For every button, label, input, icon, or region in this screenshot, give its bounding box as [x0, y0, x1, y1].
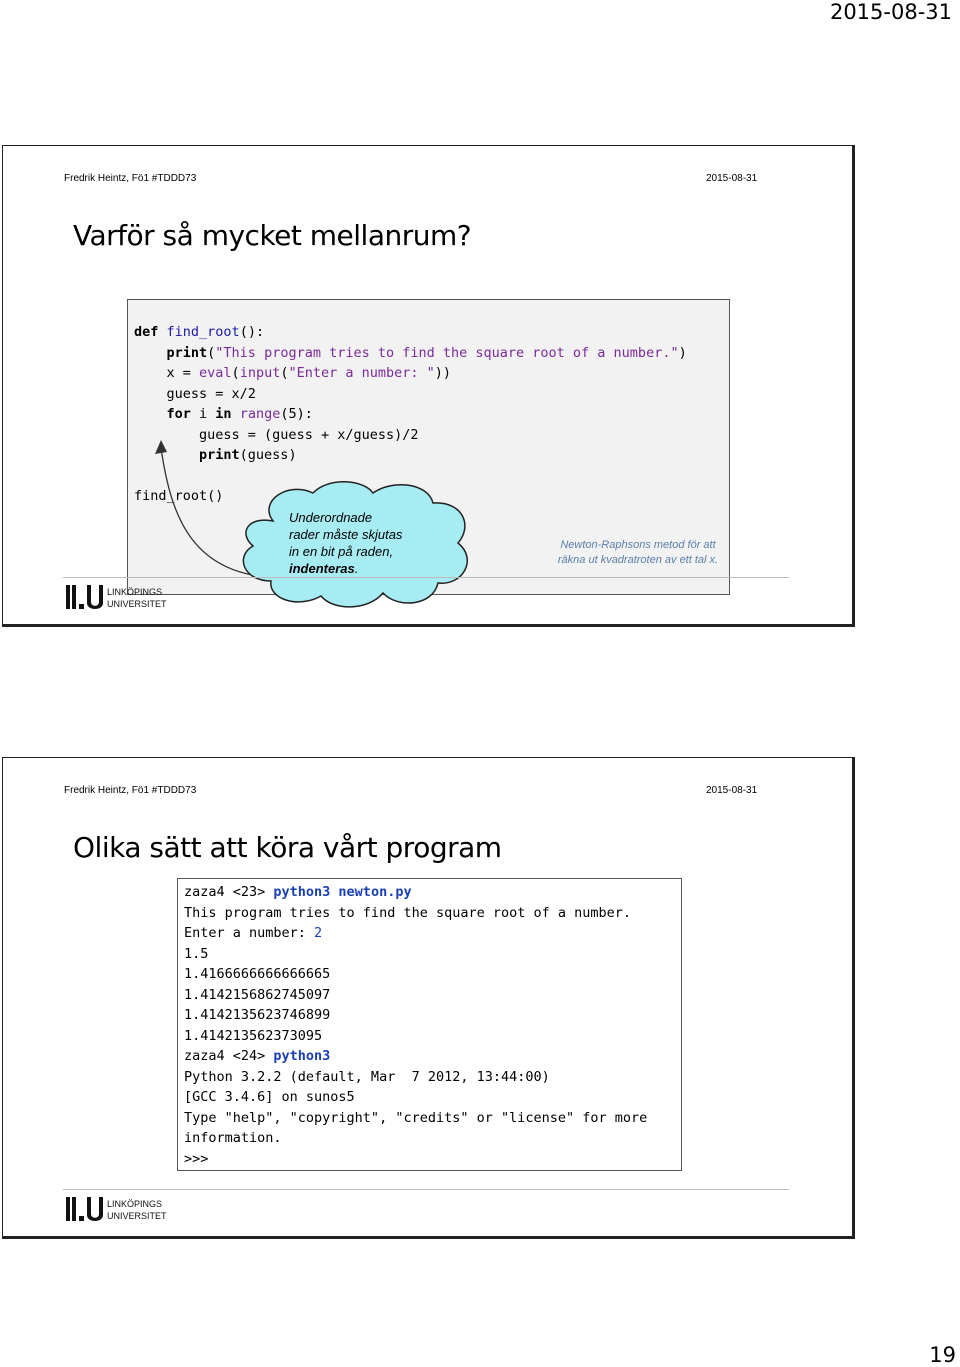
footer-divider	[63, 577, 789, 578]
slide-header-author: Fredrik Heintz, Fö1 #TDDD73	[64, 785, 197, 796]
newton-raphson-note: Newton-Raphsons metod för att räkna ut kvadratroten av ett tal x.	[557, 539, 719, 566]
terminal-block	[177, 878, 682, 1171]
callout-text: Underordnade rader måste skjutas in en bit på raden, indenteras.	[289, 510, 403, 576]
slide-header-date: 2015-08-31	[706, 785, 758, 796]
slide-header-date: 2015-08-31	[706, 173, 758, 184]
slide-title: Varför så mycket mellanrum?	[73, 219, 472, 252]
logo-text-line2: UNIVERSITET	[107, 1211, 167, 1221]
page-date: 2015-08-31	[829, 0, 952, 24]
footer-divider	[63, 1189, 789, 1190]
terminal-output: zaza4 <23> python3 newton.py This program tries to find the square root of a number. Enter a number: 2 1.5 1.4166666666666665 1.4142156862745097 1.4142135623746899 1.414213562373095 zaza4 <24> python3 Python 3.2.2 (default, Mar 7 2012, 13:44:00) [GCC 3.4.6] on sunos5 Type "help", "copyright", "credits" or "license" for more information. >>>	[184, 884, 648, 1167]
liu-logo	[66, 582, 176, 612]
code-listing: def find_root(): print("This program tries to find the square root of a number.") x = eval(input("Enter a number: ")) guess = x/2 for i in range(5): guess = (guess + x/guess)/2 print(guess) find_root()	[134, 324, 687, 504]
logo-text-line1: LINKÖPINGS	[107, 587, 163, 597]
slide-2	[2, 757, 855, 1239]
slide-title: Olika sätt att köra vårt program	[73, 831, 502, 864]
logo-text-line2: UNIVERSITET	[107, 599, 167, 609]
page-number: 19	[929, 1343, 956, 1367]
slide-1	[2, 145, 855, 627]
logo-text-line1: LINKÖPINGS	[107, 1199, 163, 1209]
liu-logo	[66, 1194, 176, 1224]
slide-header-author: Fredrik Heintz, Fö1 #TDDD73	[64, 173, 197, 184]
